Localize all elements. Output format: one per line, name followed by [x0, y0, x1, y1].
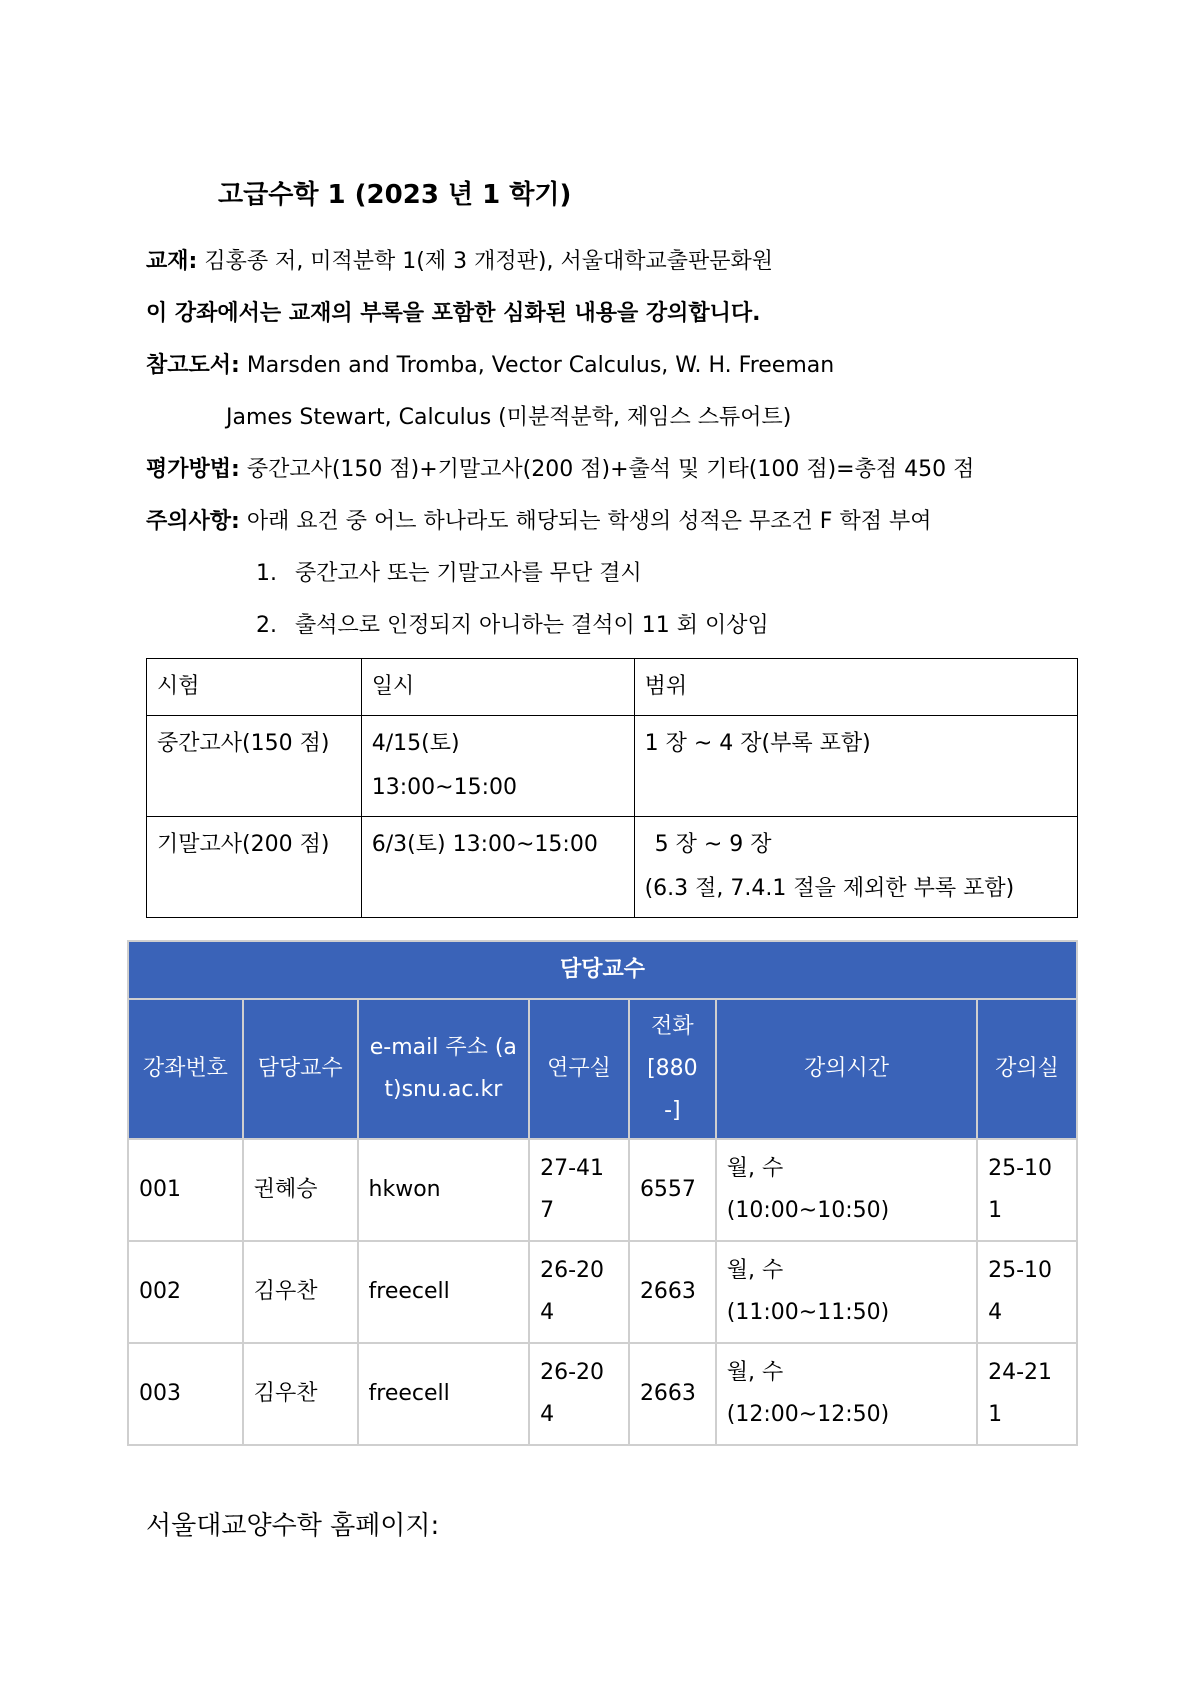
exam-range — [634, 817, 1077, 918]
table-row — [128, 1241, 1077, 1343]
header-lecture-room: 강의실 — [977, 999, 1077, 1139]
email-id: freecell — [358, 1343, 530, 1445]
exam-header-exam: 시험 — [147, 659, 362, 716]
professor-name: 김우찬 — [243, 1241, 358, 1343]
notice-text: 이 강좌에서는 교재의 부록을 포함한 심화된 내용을 강의합니다. — [146, 301, 761, 326]
lecture-days: 월, 수 — [726, 1258, 784, 1283]
caution-line — [146, 504, 931, 535]
exam-range-main: 5 장 ~ 9 장 — [654, 832, 772, 857]
references-value-1: Marsden and Tromba, Vector Calculus, W. H. Freeman — [246, 353, 835, 378]
professor-name: 김우찬 — [243, 1343, 358, 1445]
course-number: 003 — [128, 1343, 243, 1445]
header-lecture-time: 강의시간 — [716, 999, 977, 1139]
lecture-hours: (12:00~12:50) — [726, 1402, 890, 1427]
exam-date — [361, 716, 634, 817]
exam-name: 기말고사(200 점) — [147, 817, 362, 918]
caution-value: 아래 요건 중 어느 하나라도 해당되는 학생의 성적은 무조건 F 학점 부여 — [246, 509, 932, 534]
textbook-label: 교재: — [146, 249, 198, 274]
lecture-hours: (10:00~10:50) — [726, 1198, 890, 1223]
office: 26-204 — [529, 1343, 629, 1445]
header-course-number: 강좌번호 — [128, 999, 243, 1139]
header-professor: 담당교수 — [243, 999, 358, 1139]
email-id: freecell — [358, 1241, 530, 1343]
exam-header-date: 일시 — [361, 659, 634, 716]
professor-table-caption-row — [128, 941, 1077, 999]
exam-table — [146, 658, 1078, 918]
exam-date — [361, 817, 634, 918]
references-line-2 — [226, 400, 791, 431]
exam-name: 중간고사(150 점) — [147, 716, 362, 817]
exam-table-row — [147, 817, 1078, 918]
lecture-time — [716, 1241, 977, 1343]
lecture-time — [716, 1139, 977, 1241]
exam-date-time: 13:00~15:00 — [371, 775, 517, 800]
phone: 2663 — [629, 1343, 716, 1445]
course-number: 001 — [128, 1139, 243, 1241]
exam-range-main: 1 장 ~ 4 장(부록 포함) — [644, 731, 871, 756]
textbook-line — [146, 244, 773, 275]
professor-table-caption: 담당교수 — [128, 941, 1077, 999]
document-title: 고급수학 1 (2023 년 1 학기) — [218, 180, 572, 210]
homepage-label: 서울대교양수학 홈페이지: — [146, 1511, 440, 1541]
lecture-room: 25-104 — [977, 1241, 1077, 1343]
course-number: 002 — [128, 1241, 243, 1343]
references-value-2: James Stewart, Calculus (미분적분학, 제임스 스튜어트) — [226, 405, 792, 430]
header-office: 연구실 — [529, 999, 629, 1139]
caution-item-text: 중간고사 또는 기말고사를 무단 결시 — [295, 561, 642, 586]
grading-line — [146, 452, 974, 483]
email-id: hkwon — [358, 1139, 530, 1241]
lecture-days: 월, 수 — [726, 1156, 784, 1181]
caution-item-number: 1. — [256, 561, 277, 586]
professor-name: 권혜승 — [243, 1139, 358, 1241]
references-label: 참고도서: — [146, 353, 240, 378]
header-phone: 전화 [880-] — [629, 999, 716, 1139]
lecture-hours: (11:00~11:50) — [726, 1300, 890, 1325]
professor-table-header-row — [128, 999, 1077, 1139]
exam-range-note: (6.3 절, 7.4.1 절을 제외한 부록 포함) — [644, 876, 1015, 901]
header-email: e-mail 주소 (at)snu.ac.kr — [358, 999, 530, 1139]
phone: 2663 — [629, 1241, 716, 1343]
table-row — [128, 1139, 1077, 1241]
caution-item-text: 출석으로 인정되지 아니하는 결석이 11 회 이상임 — [295, 613, 769, 638]
exam-date-day: 4/15(토) — [371, 731, 460, 756]
textbook-value: 김홍종 저, 미적분학 1(제 3 개정판), 서울대학교출판문화원 — [204, 249, 773, 274]
caution-item-number: 2. — [256, 613, 277, 638]
caution-label: 주의사항: — [146, 509, 240, 534]
exam-header-range: 범위 — [634, 659, 1077, 716]
lecture-room: 24-211 — [977, 1343, 1077, 1445]
exam-table-header-row — [147, 659, 1078, 716]
exam-range — [634, 716, 1077, 817]
office: 27-417 — [529, 1139, 629, 1241]
references-line — [146, 348, 834, 379]
grading-value: 중간고사(150 점)+기말고사(200 점)+출석 및 기타(100 점)=총점 450 점 — [246, 457, 975, 482]
notice-line — [146, 296, 761, 327]
office: 26-204 — [529, 1241, 629, 1343]
lecture-time — [716, 1343, 977, 1445]
exam-table-row — [147, 716, 1078, 817]
lecture-room: 25-101 — [977, 1139, 1077, 1241]
phone: 6557 — [629, 1139, 716, 1241]
professor-table — [127, 940, 1078, 1446]
caution-item — [256, 608, 769, 639]
grading-label: 평가방법: — [146, 457, 240, 482]
exam-date-day: 6/3(토) 13:00~15:00 — [371, 832, 598, 857]
table-row — [128, 1343, 1077, 1445]
lecture-days: 월, 수 — [726, 1360, 784, 1385]
caution-item — [256, 556, 642, 587]
